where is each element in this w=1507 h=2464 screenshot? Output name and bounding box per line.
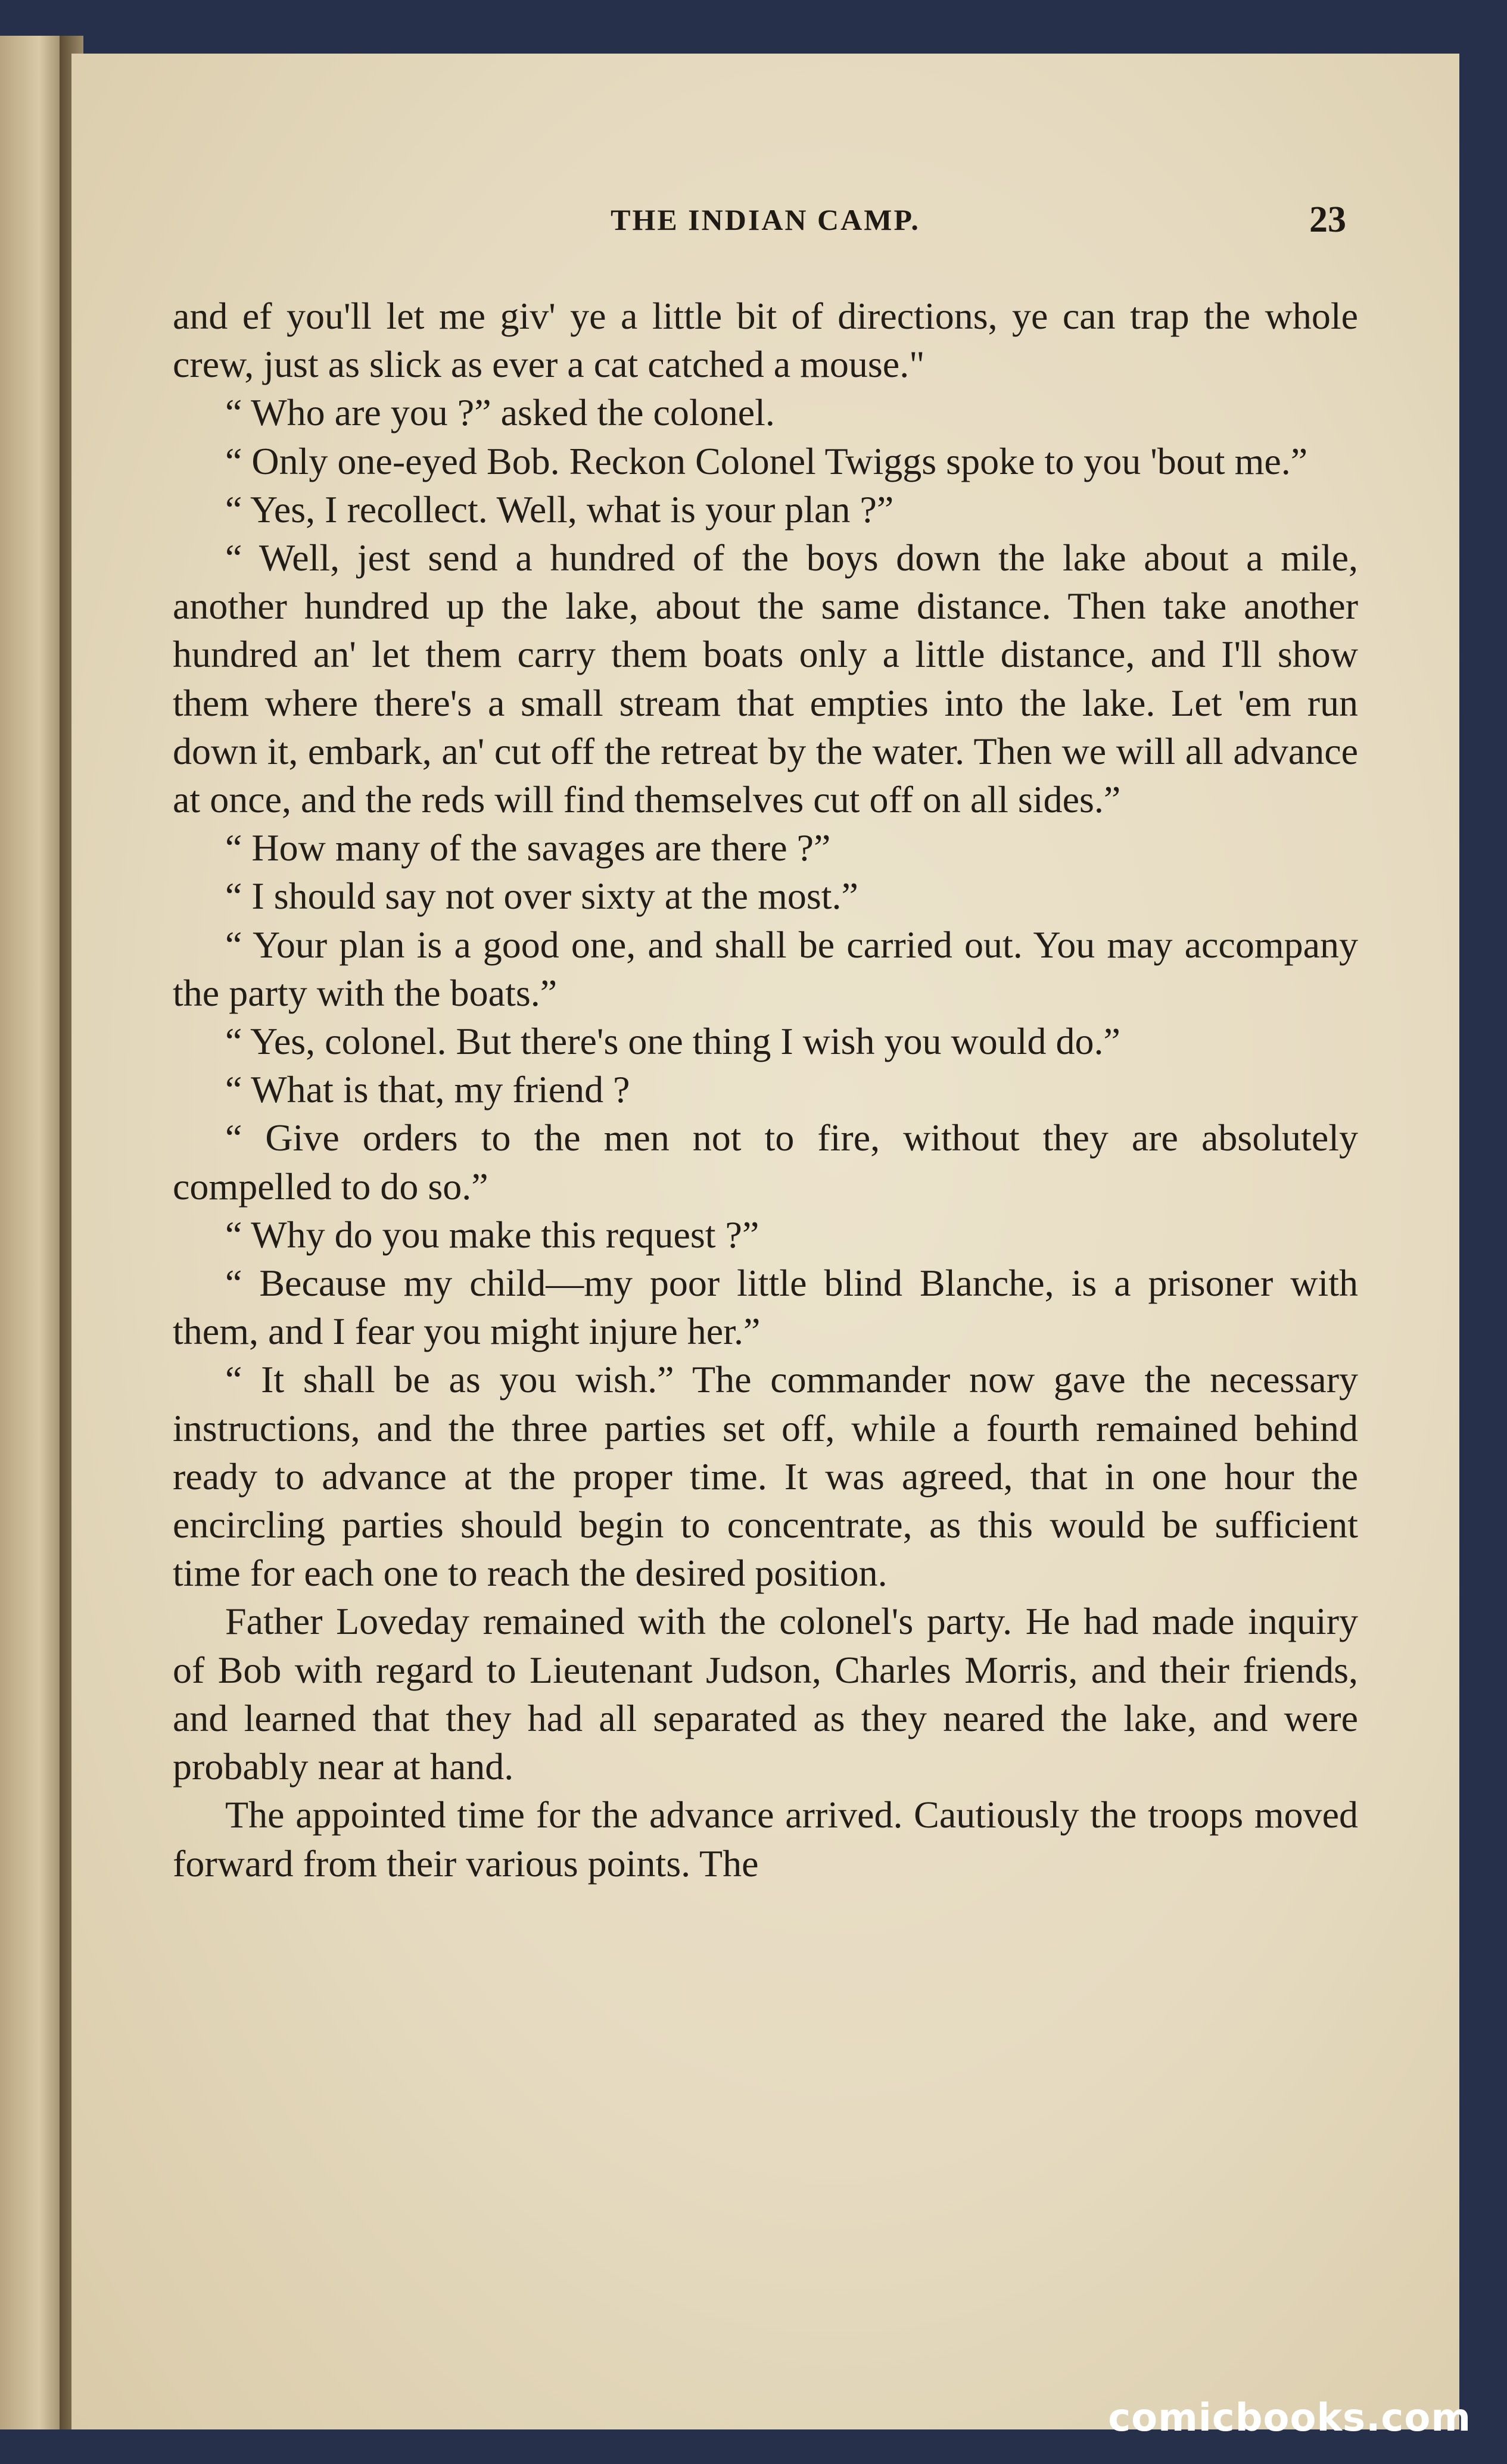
paragraph: “ Well, jest send a hundred of the boys down the lake about a mile, another hundred up the lake, about the same distance. Then take another hundred an' let them carry them boats only a little distance, and I'll show them where there's a small stream that empties into the lake. Let 'em run down it, embark, an' cut off the retreat by the water. Then we will all advance at once, and the reds will find themselves cut off on all sides.” (173, 537, 1358, 821)
paragraph: The appointed time for the advance arrived. Cautiously the troops moved forward from their various points. The (173, 1794, 1358, 1885)
book-page (71, 54, 1459, 2429)
paragraph: Father Loveday remained with the colonel's party. He had made inquiry of Bob with regard to Lieutenant Judson, Charles Morris, and their friends, and learned that they had all separated as they neared the lake, and were probably near at hand. (173, 1600, 1358, 1788)
site-watermark: comicbooks.com (1108, 2396, 1471, 2440)
paragraph: “ Give orders to the men not to fire, without they are absolutely compelled to do so.” (173, 1116, 1358, 1208)
paragraph: “ Your plan is a good one, and shall be carried out. You may accompany the party with the boats.” (173, 923, 1358, 1014)
paragraph: “ Yes, colonel. But there's one thing I wish you would do.” (225, 1020, 1120, 1063)
paragraph: “ Who are you ?” asked the colonel. (225, 391, 775, 434)
paragraph: “ Why do you make this request ?” (225, 1213, 759, 1256)
paragraph: “ How many of the savages are there ?” (225, 826, 831, 869)
running-title: THE INDIAN CAMP. (611, 203, 920, 236)
paragraph: “ Only one-eyed Bob. Reckon Colonel Twiggs spoke to you 'bout me.” (225, 439, 1308, 482)
body-text (173, 292, 1358, 1888)
paragraph: “ It shall be as you wish.” The commander now gave the necessary instructions, and the three parties set off, while a fourth remained behind ready to advance at the proper time. It was agreed, that in one hour the encircling parties should begin to concentrate, as this would be sufficient time for each one to reach the desired position. (173, 1358, 1358, 1595)
paragraph: “ Because my child—my poor little blind Blanche, is a prisoner with them, and I fear you might injure her.” (173, 1262, 1358, 1353)
paragraph: “ I should say not over sixty at the most.” (225, 875, 858, 918)
running-head (71, 199, 1459, 256)
page-number: 23 (1309, 199, 1346, 240)
paragraph: “ What is that, my friend ? (225, 1068, 630, 1111)
paragraph: “ Yes, I recollect. Well, what is your plan ?” (225, 488, 894, 531)
paragraph: and ef you'll let me giv' ye a little bit of directions, ye can trap the whole crew, just as slick as ever a cat catched a mouse." (173, 295, 1358, 386)
